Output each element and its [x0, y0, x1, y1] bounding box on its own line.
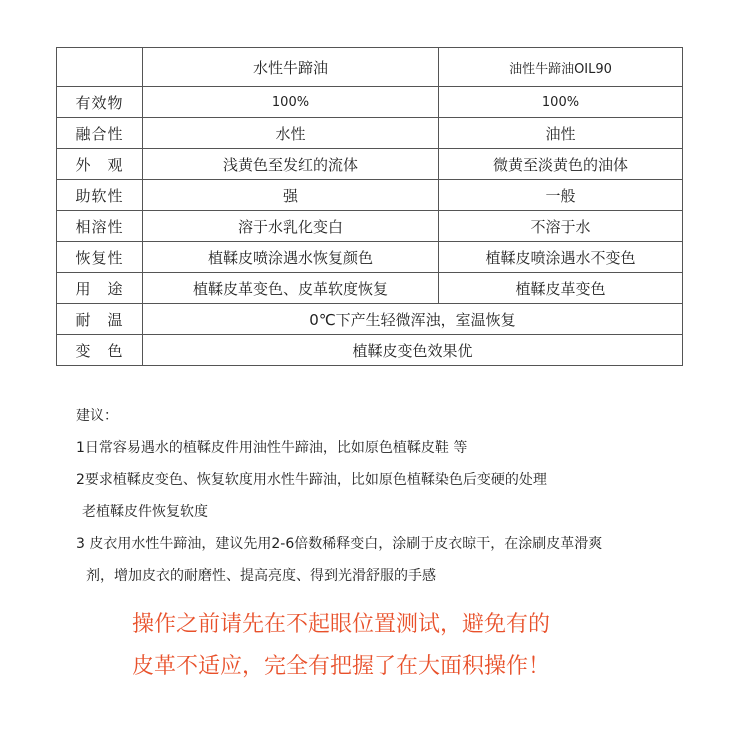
- row-label: 相溶性: [57, 211, 143, 242]
- header-cell-water-oil: 水性牛蹄油: [143, 48, 439, 87]
- advice-item-2-line-2: 老植鞣皮件恢复软度: [82, 504, 208, 520]
- row-label: 用 途: [57, 273, 143, 304]
- row-label: 融合性: [57, 118, 143, 149]
- row-label: 外 观: [57, 149, 143, 180]
- cell-water: 植鞣皮革变色、皮革软度恢复: [143, 273, 439, 304]
- cell-oil: 微黄至淡黄色的油体: [439, 149, 683, 180]
- cell-oil: 一般: [439, 180, 683, 211]
- warning-notice: [132, 604, 692, 688]
- cell-water: 溶于水乳化变白: [143, 211, 439, 242]
- table-row: [57, 211, 683, 242]
- cell-merged: 0℃下产生轻微浑浊，室温恢复: [143, 304, 683, 335]
- cell-oil: 植鞣皮革变色: [439, 273, 683, 304]
- table-header-row: [57, 48, 683, 87]
- advice-item-2-line-1: 2要求植鞣皮变色、恢复软度用水性牛蹄油，比如原色植鞣染色后变硬的处理: [76, 472, 547, 488]
- row-label: 助软性: [57, 180, 143, 211]
- table-row: [57, 87, 683, 118]
- table-row: [57, 242, 683, 273]
- advice-title: 建议：: [76, 408, 118, 424]
- cell-water: 浅黄色至发红的流体: [143, 149, 439, 180]
- advice-item-3-line-2: 剂，增加皮衣的耐磨性、提高亮度、得到光滑舒服的手感: [86, 568, 436, 584]
- advice-item-3-line-1: 3 皮衣用水性牛蹄油，建议先用2-6倍数稀释变白，涂刷于皮衣晾干，在涂刷皮革滑爽: [76, 536, 603, 552]
- row-label: 耐 温: [57, 304, 143, 335]
- cell-oil: 植鞣皮喷涂遇水不变色: [439, 242, 683, 273]
- cell-water: 强: [143, 180, 439, 211]
- row-label: 恢复性: [57, 242, 143, 273]
- row-label: 变 色: [57, 335, 143, 366]
- table-row: [57, 149, 683, 180]
- cell-water: 水性: [143, 118, 439, 149]
- warning-line-1: 操作之前请先在不起眼位置测试，避免有的: [132, 612, 551, 637]
- cell-merged: 植鞣皮变色效果优: [143, 335, 683, 366]
- comparison-table: [56, 47, 683, 366]
- table-row: [57, 304, 683, 335]
- cell-oil: 油性: [439, 118, 683, 149]
- advice-item-1: 1日常容易遇水的植鞣皮件用油性牛蹄油，比如原色植鞣皮鞋 等: [76, 440, 468, 456]
- row-label: 有效物: [57, 87, 143, 118]
- warning-line-2: 皮革不适应，完全有把握了在大面积操作！: [132, 654, 551, 679]
- cell-oil: 100%: [439, 87, 683, 118]
- table-row: [57, 335, 683, 366]
- table-row: [57, 118, 683, 149]
- cell-water: 100%: [143, 87, 439, 118]
- header-cell-oil-oil: 油性牛蹄油OIL90: [439, 48, 683, 87]
- advice-section: [76, 400, 716, 592]
- header-cell-empty: [57, 48, 143, 87]
- cell-water: 植鞣皮喷涂遇水恢复颜色: [143, 242, 439, 273]
- table-row: [57, 273, 683, 304]
- cell-oil: 不溶于水: [439, 211, 683, 242]
- table-row: [57, 180, 683, 211]
